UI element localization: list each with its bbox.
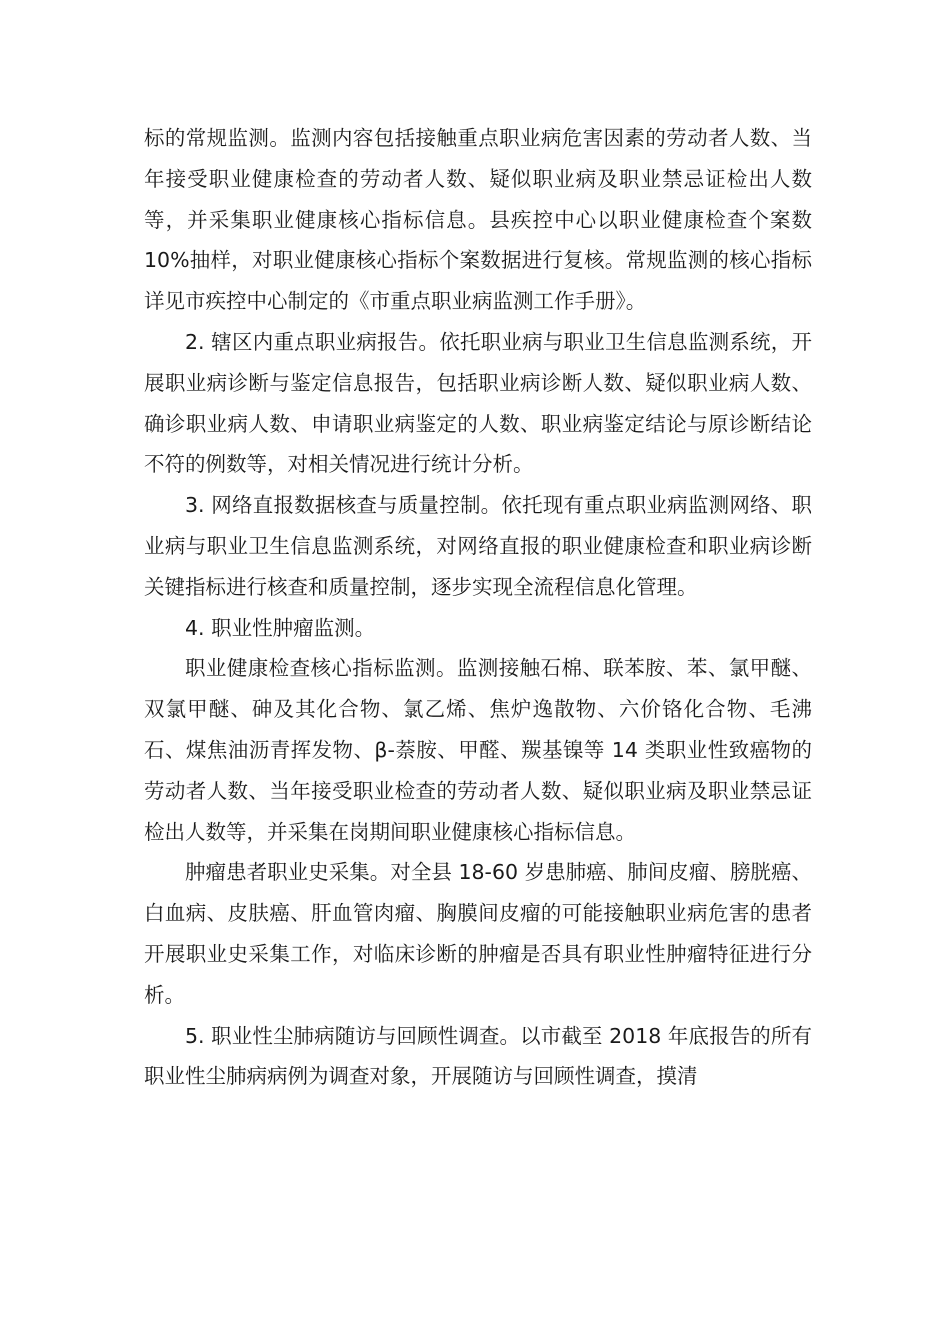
paragraph-pneumoconiosis-followup: 5. 职业性尘肺病随访与回顾性调查。以市截至 2018 年底报告的所有职业性尘肺病病例为调查对象，开展随访与回顾性调查，摸清 [144, 1023, 812, 1089]
paragraph-tumor-patient-history: 肿瘤患者职业史采集。对全县 18-60 岁患肺癌、肺间皮瘤、膀胱癌、白血病、皮肤癌、肝血管肉瘤、胸膜间皮瘤的可能接触职业病危害的患者开展职业史采集工作，对临床诊断的肿瘤是否具有职业性肿瘤特征进行分析。 [144, 860, 812, 1007]
paragraph-tumor-monitoring-heading: 4. 职业性肿瘤监测。 [185, 615, 376, 640]
paragraph-occupational-disease-report: 2. 辖区内重点职业病报告。依托职业病与职业卫生信息监测系统，开展职业病诊断与鉴定信息报告，包括职业病诊断人数、疑似职业病人数、确诊职业病人数、申请职业病鉴定的人数、职业病鉴定结论与原诊断结论不符的例数等，对相关情况进行统计分析。 [144, 329, 812, 477]
paragraph-health-check-indicators: 职业健康检查核心指标监测。监测接触石棉、联苯胺、苯、氯甲醚、双氯甲醚、砷及其化合物、氯乙烯、焦炉逸散物、六价铬化合物、毛沸石、煤焦油沥青挥发物、β-萘胺、甲醛、羰基镍等 14 类职业性致癌物的劳动者人数、当年接受职业检查的劳动者人数、疑似职业病及职业禁忌证检出人数等，并采集在岗期间职业健康核心指标信息。 [144, 656, 812, 844]
paragraph-routine-monitoring: 标的常规监测。监测内容包括接触重点职业病危害因素的劳动者人数、当年接受职业健康检查的劳动者人数、疑似职业病及职业禁忌证检出人数等，并采集职业健康核心指标信息。县疾控中心以职业健康检查个案数 10%抽样，对职业健康核心指标个案数据进行复核。常规监测的核心指标详见市疾控中心制定的《市重点职业病监测工作手册》。 [144, 126, 812, 314]
document-body [144, 118, 812, 1097]
paragraph-data-quality-control: 3. 网络直报数据核查与质量控制。依托现有重点职业病监测网络、职业病与职业卫生信息监测系统，对网络直报的职业健康检查和职业病诊断关键指标进行核查和质量控制，逐步实现全流程信息化管理。 [144, 493, 812, 599]
